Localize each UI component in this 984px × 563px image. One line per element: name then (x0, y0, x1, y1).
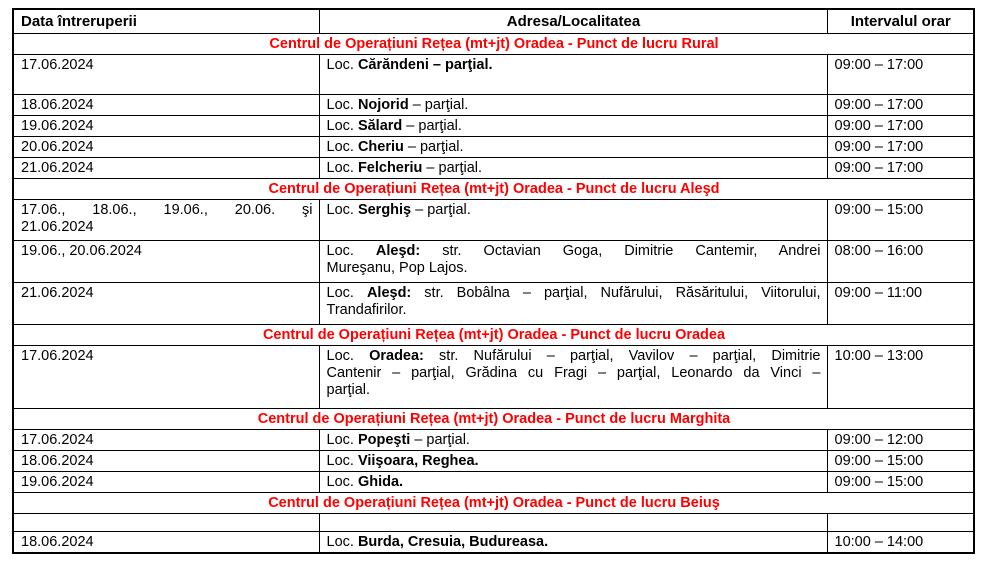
outage-row (13, 199, 974, 240)
outage-row (13, 157, 974, 178)
outage-time-cell: 09:00 – 12:00 (827, 429, 974, 450)
outage-address-cell (319, 429, 827, 450)
outage-row (13, 471, 974, 492)
column-header-address: Adresa/Localitatea (319, 9, 827, 33)
locality-name-text: Aleşd: (366, 284, 412, 301)
outage-date-cell (13, 115, 319, 136)
outage-address-cell (319, 115, 827, 136)
section-header-label: Centrul de Operațiuni Rețea (mt+jt) Oradea - Punct de lucru Rural (13, 33, 974, 54)
outage-date-cell (13, 531, 319, 553)
outage-date-line: 19.06., 20.06.2024 (21, 242, 142, 259)
address-text: Loc. (326, 56, 358, 73)
address-text: – parţial. (411, 201, 471, 218)
address-text: Loc. (326, 533, 358, 550)
locality-name-text: Serghiş (357, 201, 412, 218)
section-header-row (13, 33, 974, 54)
outage-time-cell: 09:00 – 11:00 (827, 282, 974, 324)
section-header-row (13, 324, 974, 345)
outage-row (13, 136, 974, 157)
outage-date-cell (13, 471, 319, 492)
column-header-date: Data întreruperii (13, 9, 319, 33)
address-text: str. Octavian Goga, Dimitrie Cantemir, Andrei (420, 242, 821, 259)
address-text: Loc. (326, 138, 358, 155)
address-text: – parţial. (402, 117, 462, 134)
outage-date-line: 20.06.2024 (21, 138, 94, 155)
outage-address-cell (319, 282, 827, 324)
locality-name-text: Ghida. (357, 473, 404, 490)
outage-time-cell: 09:00 – 15:00 (827, 199, 974, 240)
section-header-row (13, 178, 974, 199)
address-text: Trandafirilor. (326, 301, 407, 318)
outage-date-line: 21.06.2024 (21, 218, 94, 235)
outage-time-cell: 09:00 – 17:00 (827, 94, 974, 115)
outage-time-cell: 09:00 – 17:00 (827, 136, 974, 157)
outage-date-cell (13, 429, 319, 450)
section-header-label: Centrul de Operațiuni Rețea (mt+jt) Oradea - Punct de lucru Aleşd (13, 178, 974, 199)
outage-date-cell (13, 94, 319, 115)
outage-address-cell (319, 54, 827, 94)
outage-date-cell (13, 282, 319, 324)
outage-date-cell (13, 450, 319, 471)
address-text: parţial. (326, 381, 371, 398)
outage-date-cell (13, 199, 319, 240)
section-header-label: Centrul de Operațiuni Rețea (mt+jt) Oradea - Punct de lucru Beiuş (13, 492, 974, 513)
section-header-row (13, 492, 974, 513)
address-text: str. Bobâlna – parţial, Nufărului, Răsăritului, Viitorului, (411, 284, 821, 301)
outage-address-cell (319, 157, 827, 178)
outage-row (13, 94, 974, 115)
locality-name-text: Nojorid (357, 96, 409, 113)
address-text: Loc. (326, 473, 358, 490)
outage-time-cell (827, 513, 974, 531)
outage-row (13, 282, 974, 324)
outage-address-line (327, 474, 821, 491)
outage-address-cell (319, 513, 827, 531)
outage-address-cell (319, 240, 827, 282)
address-text: Loc. (326, 117, 358, 134)
outage-address-cell (319, 345, 827, 408)
locality-name-text: Cărăndeni – parţial. (357, 56, 493, 73)
outage-address-cell (319, 471, 827, 492)
outage-time-cell: 10:00 – 13:00 (827, 345, 974, 408)
outage-date-cell (13, 345, 319, 408)
address-text: – parţial. (403, 138, 464, 155)
outage-date-line: 17.06.2024 (21, 347, 94, 364)
outage-address-line (327, 432, 821, 449)
address-text: – parţial. (408, 96, 469, 113)
outage-date-line: 18.06.2024 (21, 452, 94, 469)
outage-address-line (327, 534, 821, 551)
table-header-row (13, 9, 974, 33)
outage-schedule-table (12, 8, 975, 554)
outage-address-line (327, 243, 821, 260)
address-text: Loc. (326, 96, 358, 113)
address-text: str. Nufărului – parţial, Vavilov – parţial, Dimitrie (423, 347, 821, 364)
outage-address-cell (319, 94, 827, 115)
outage-date-cell (13, 513, 319, 531)
outage-date-line: 18.06.2024 (21, 96, 94, 113)
outage-address-line (327, 302, 821, 319)
outage-address-line (327, 160, 821, 177)
outage-row (13, 429, 974, 450)
outage-time-cell: 09:00 – 15:00 (827, 450, 974, 471)
section-header-row (13, 408, 974, 429)
outage-date-line: 17.06.2024 (21, 431, 94, 448)
outage-address-cell (319, 136, 827, 157)
outage-row (13, 513, 974, 531)
outage-address-line (327, 118, 821, 135)
outage-date-line: 19.06.2024 (21, 473, 94, 490)
outage-row (13, 54, 974, 94)
outage-address-line (327, 348, 821, 365)
address-text: Loc. (326, 242, 376, 259)
outage-time-cell: 09:00 – 15:00 (827, 471, 974, 492)
locality-name-text: Popeşti (357, 431, 411, 448)
outage-row (13, 450, 974, 471)
outage-address-cell (319, 531, 827, 553)
outage-time-cell: 09:00 – 17:00 (827, 115, 974, 136)
outage-address-cell (319, 199, 827, 240)
address-text: Loc. (326, 201, 358, 218)
locality-name-text: Cheriu (357, 138, 404, 155)
outage-time-cell: 09:00 – 17:00 (827, 157, 974, 178)
outage-row (13, 345, 974, 408)
outage-row (13, 240, 974, 282)
address-text: Loc. (326, 347, 370, 364)
locality-name-text: Burda, Cresuia, Budureasa. (357, 533, 549, 550)
outage-date-line: 17.06.2024 (21, 56, 94, 73)
address-text: Loc. (326, 452, 358, 469)
table-body (13, 33, 974, 553)
outage-address-cell (319, 450, 827, 471)
address-text: – parţial. (422, 159, 483, 176)
outage-date-line: 18.06.2024 (21, 533, 94, 550)
outage-time-cell: 08:00 – 16:00 (827, 240, 974, 282)
locality-name-text: Sălard (357, 117, 403, 134)
outage-address-line (327, 285, 821, 302)
address-text: – parţial. (410, 431, 470, 448)
locality-name-text: Felcheriu (357, 159, 423, 176)
address-text: Loc. (326, 284, 367, 301)
outage-date-cell (13, 157, 319, 178)
outage-address-line (327, 260, 821, 277)
outage-date-line: 17.06., 18.06., 19.06., 20.06. şi (21, 201, 313, 218)
outage-row (13, 115, 974, 136)
section-header-label: Centrul de Operațiuni Rețea (mt+jt) Oradea - Punct de lucru Marghita (13, 408, 974, 429)
address-text: Mureşanu, Pop Lajos. (326, 259, 468, 276)
outage-address-line (327, 365, 821, 382)
outage-date-line: 21.06.2024 (21, 159, 94, 176)
outage-row (13, 531, 974, 553)
outage-address-line (327, 453, 821, 470)
outage-date-line: 21.06.2024 (21, 284, 94, 301)
column-header-interval: Intervalul orar (827, 9, 974, 33)
outage-address-line (327, 139, 821, 156)
outage-address-line (327, 382, 821, 399)
address-text: Loc. (326, 431, 358, 448)
outage-time-cell: 09:00 – 17:00 (827, 54, 974, 94)
locality-name-text: Aleşd: (375, 242, 421, 259)
section-header-label: Centrul de Operațiuni Rețea (mt+jt) Oradea - Punct de lucru Oradea (13, 324, 974, 345)
address-text: Cantenir – parţial, Grădina cu Fragi – parţial, Leonardo da Vinci – (326, 364, 821, 381)
outage-date-line: 19.06.2024 (21, 117, 94, 134)
outage-date-cell (13, 240, 319, 282)
outage-time-cell: 10:00 – 14:00 (827, 531, 974, 553)
outage-date-cell (13, 54, 319, 94)
outage-address-line (327, 202, 821, 219)
outage-address-line (327, 97, 821, 114)
outage-date-cell (13, 136, 319, 157)
locality-name-text: Viişoara, Reghea. (357, 452, 479, 469)
outage-address-line (327, 57, 821, 74)
locality-name-text: Oradea: (369, 347, 424, 364)
address-text: Loc. (326, 159, 358, 176)
